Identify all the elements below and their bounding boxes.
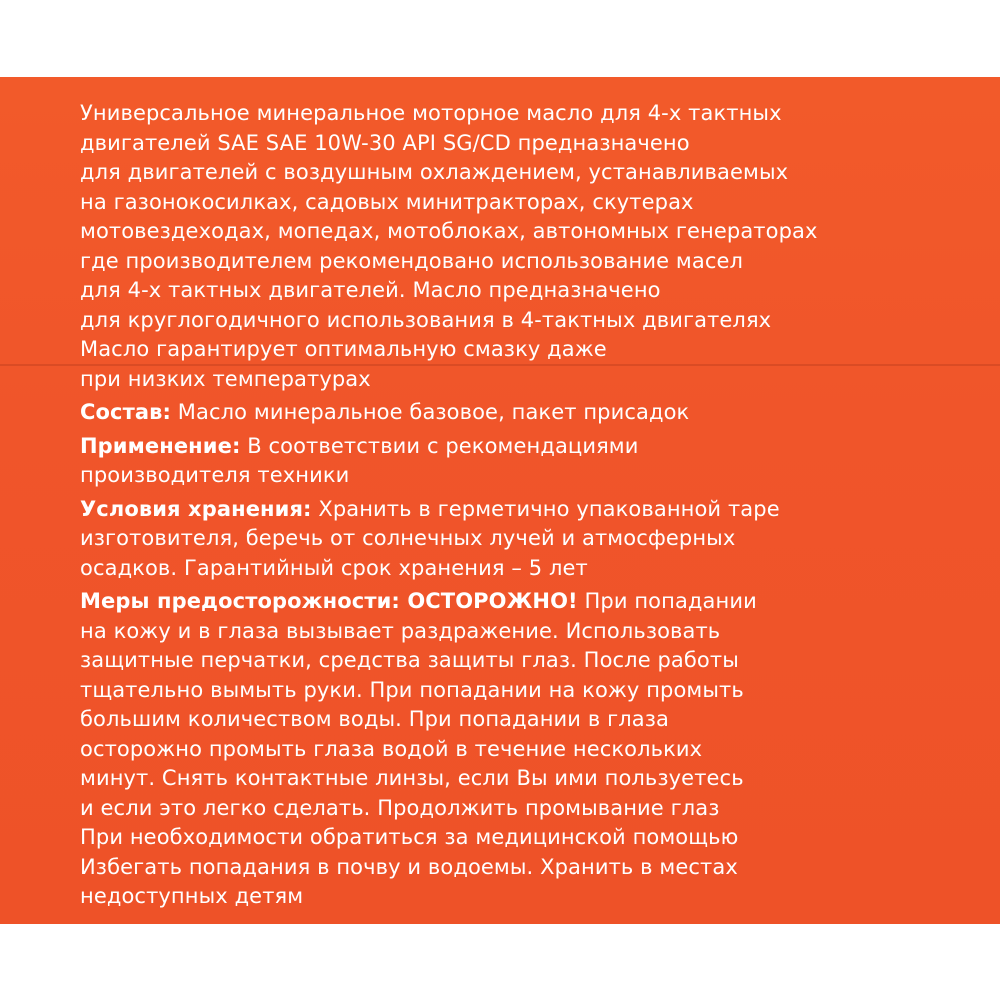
intro-line: мотовездеходах, мопедах, мотоблоках, автономных генераторах	[80, 219, 818, 243]
storage-line: изготовителя, беречь от солнечных лучей и атмосферных	[80, 526, 736, 550]
precautions-text: При попадании	[577, 589, 757, 613]
storage-paragraph	[80, 495, 960, 584]
intro-paragraph	[80, 99, 960, 394]
intro-line: двигателей SAE SAE 10W-30 API SG/CD предназначено	[80, 130, 690, 155]
composition-label: Состав:	[80, 400, 172, 424]
precautions-line: минут. Снять контактные линзы, если Вы ими пользуетесь	[80, 766, 744, 790]
storage-text: Хранить в герметично упакованной таре	[311, 496, 780, 521]
precautions-line: большим количеством воды. При попадании в глаза	[80, 707, 669, 731]
precautions-line: осторожно промыть глаза водой в течение нескольких	[80, 736, 703, 761]
intro-line: для 4-х тактных двигателей. Масло предназначено	[80, 278, 661, 302]
application-line	[80, 432, 960, 462]
composition-paragraph	[80, 398, 960, 428]
product-label-panel	[0, 77, 1000, 924]
storage-line: осадков. Гарантийный срок хранения – 5 лет	[80, 555, 588, 580]
application-line: производителя техники	[80, 463, 350, 487]
label-text-block	[80, 99, 960, 916]
precautions-label: Меры предосторожности: ОСТОРОЖНО!	[80, 589, 578, 613]
intro-line: на газонокосилках, садовых минитракторах, скутерах	[80, 189, 694, 214]
precautions-paragraph	[80, 587, 960, 912]
precautions-line: и если это легко сделать. Продолжить промывание глаз	[80, 795, 720, 820]
application-paragraph	[80, 432, 960, 491]
intro-line: где производителем рекомендовано использование масел	[80, 248, 744, 273]
application-label: Применение:	[80, 433, 241, 458]
intro-line: Масло гарантирует оптимальную смазку даже	[80, 337, 607, 361]
precautions-line: тщательно вымыть руки. При попадании на кожу промыть	[80, 677, 744, 702]
precautions-line	[80, 587, 960, 617]
precautions-line: При необходимости обратиться за медицинской помощью	[80, 825, 739, 849]
precautions-line: на кожу и в глаза вызывает раздражение. Использовать	[80, 618, 721, 643]
intro-line: для двигателей с воздушным охлаждением, устанавливаемых	[80, 160, 789, 184]
application-text: В соответствии с рекомендациями	[240, 433, 639, 458]
precautions-line: защитные перчатки, средства защиты глаз. После работы	[80, 648, 739, 672]
storage-label: Условия хранения:	[80, 496, 312, 521]
intro-line: при низких температурах	[80, 366, 371, 391]
composition-text: Масло минеральное базовое, пакет присадок	[171, 400, 690, 424]
intro-line: Универсальное минеральное моторное масло для 4-х тактных	[80, 101, 782, 125]
storage-line	[80, 495, 960, 525]
composition-line	[80, 398, 960, 428]
precautions-line: Избегать попадания в почву и водоемы. Хранить в местах	[80, 854, 738, 879]
intro-line: для круглогодичного использования в 4-тактных двигателях	[80, 307, 772, 332]
precautions-line: недоступных детям	[80, 884, 304, 908]
